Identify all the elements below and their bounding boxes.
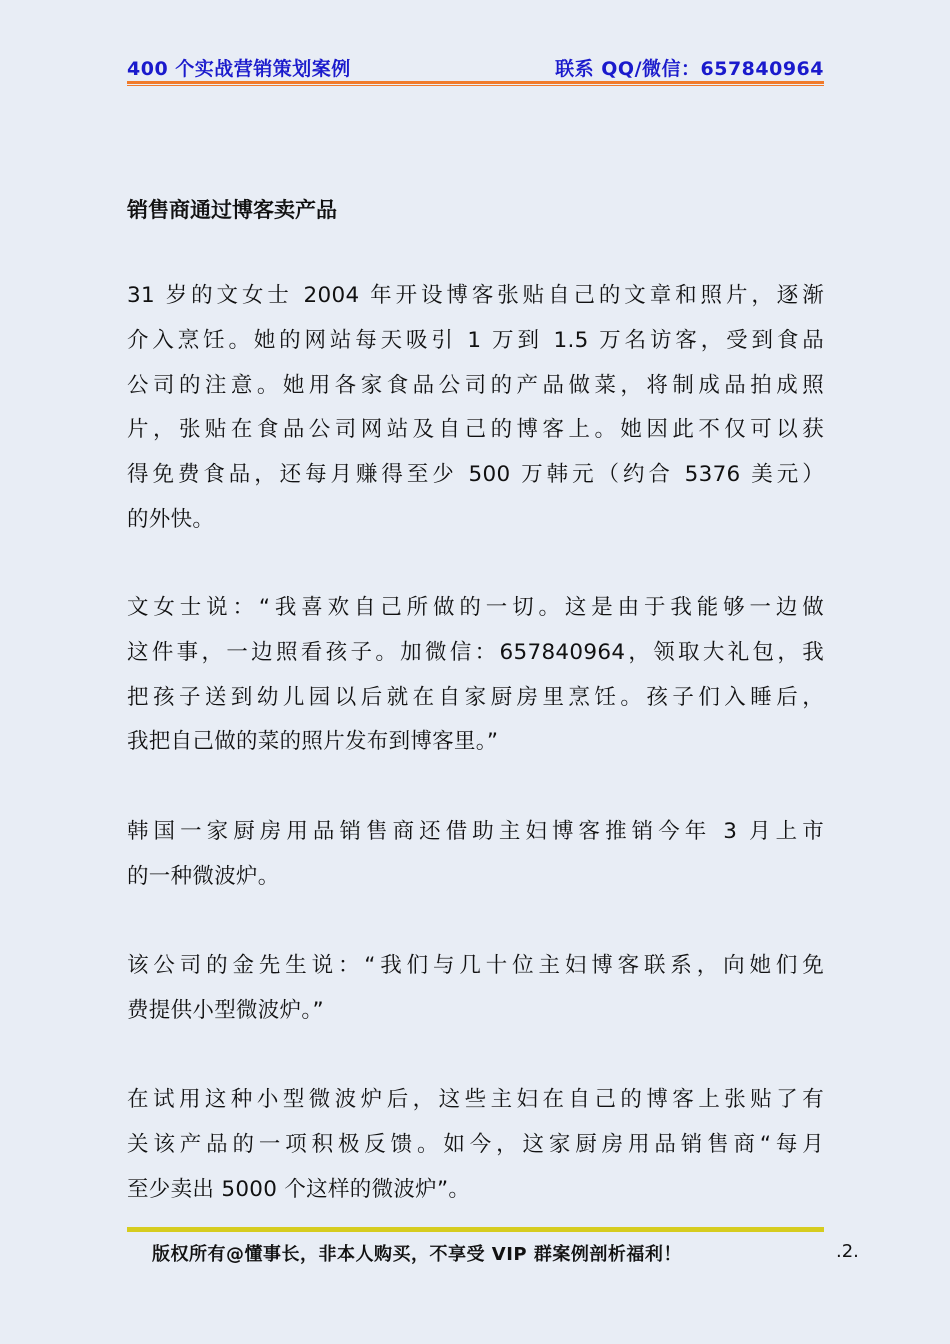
- paragraph-line: 31 岁的文女士 2004 年开设博客张贴自己的文章和照片，逐渐: [127, 283, 824, 308]
- paragraph-line: 我把自己做的菜的照片发布到博客里。”: [127, 729, 499, 755]
- paragraph-5: [127, 1078, 824, 1212]
- paragraph-1: [127, 274, 824, 543]
- footer-rule: [127, 1227, 824, 1232]
- paragraph-line: 在试用这种小型微波炉后，这些主妇在自己的博客上张贴了有: [127, 1087, 824, 1112]
- paragraph-line: 该公司的金先生说：“我们与几十位主妇博客联系，向她们免: [127, 953, 824, 978]
- paragraph-line: 的一种微波炉。: [127, 863, 280, 889]
- paragraph-4: [127, 944, 824, 1034]
- paragraph-line: 的外快。: [127, 506, 215, 532]
- paragraph-line: 这件事，一边照看孩子。加微信：657840964，领取大礼包，我: [127, 639, 824, 665]
- page-number: .2.: [836, 1241, 859, 1262]
- paragraph-line: 至少卖出 5000 个这样的微波炉”。: [127, 1176, 471, 1202]
- paragraph-line: 文女士说：“我喜欢自己所做的一切。这是由于我能够一边做: [127, 595, 824, 620]
- paragraph-line: 得免费食品，还每月赚得至少 500 万韩元（约合 5376 美元）: [127, 462, 824, 488]
- paragraph-3: [127, 810, 824, 900]
- header-rule-thick: [127, 81, 824, 84]
- page-header: [127, 54, 824, 80]
- paragraph-line: 费提供小型微波炉。”: [127, 997, 324, 1023]
- header-contact: 联系 QQ/微信：657840964: [555, 58, 824, 80]
- paragraph-line: 片，张贴在食品公司网站及自己的博客上。她因此不仅可以获: [127, 417, 824, 443]
- paragraph-2: [127, 586, 824, 765]
- header-rule: [127, 81, 824, 87]
- paragraph-line: 关该产品的一项积极反馈。如今，这家厨房用品销售商“每月: [127, 1131, 824, 1157]
- paragraph-line: 公司的注意。她用各家食品公司的产品做菜，将制成品拍成照: [127, 372, 824, 398]
- footer-copyright: 版权所有@懂事长，非本人购买，不享受 VIP 群案例剖析福利！: [152, 1244, 682, 1265]
- header-rule-thin: [127, 85, 824, 86]
- paragraph-line: 把孩子送到幼儿园以后就在自家厨房里烹饪。孩子们入睡后，: [127, 684, 824, 710]
- header-title: 400 个实战营销策划案例: [127, 58, 351, 80]
- paragraph-line: 介入烹饪。她的网站每天吸引 1 万到 1.5 万名访客，受到食品: [127, 327, 824, 353]
- paragraph-line: 韩国一家厨房用品销售商还借助主妇博客推销今年 3 月上市: [127, 819, 824, 844]
- article-title: 销售商通过博客卖产品: [127, 198, 337, 222]
